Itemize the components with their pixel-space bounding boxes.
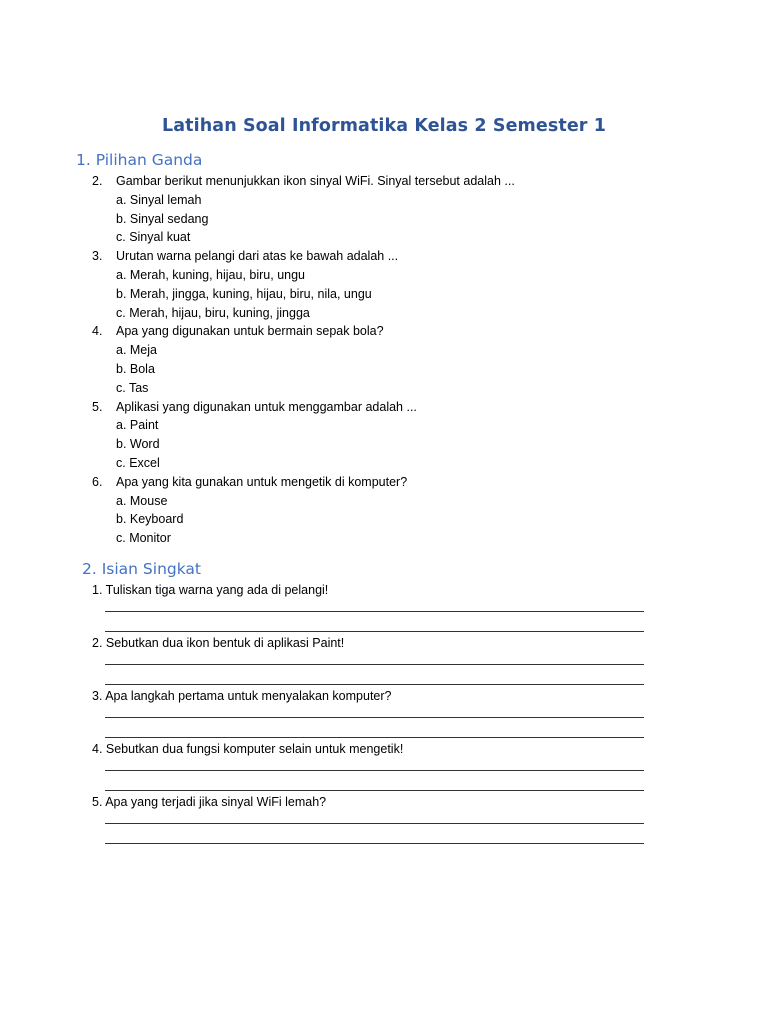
answer-line (105, 717, 644, 718)
answer-option (0, 510, 768, 529)
answer-option (0, 341, 768, 360)
question-row (0, 473, 768, 492)
answer-option (0, 228, 768, 247)
short-answer-item (0, 580, 768, 633)
answer-line (105, 790, 644, 791)
answer-option (0, 285, 768, 304)
answer-option (0, 210, 768, 229)
multiple-choice-list (0, 172, 768, 548)
option-text: b. Keyboard (116, 512, 184, 527)
answer-line (105, 664, 644, 665)
answer-option (0, 529, 768, 548)
question-text: Apa yang kita gunakan untuk mengetik di komputer? (116, 474, 408, 489)
page-title: Latihan Soal Informatika Kelas 2 Semester 1 (162, 116, 606, 136)
answer-option (0, 304, 768, 323)
question-text: Apa yang digunakan untuk bermain sepak bola? (116, 324, 384, 339)
option-text: c. Monitor (116, 531, 171, 546)
answer-option (0, 379, 768, 398)
answer-line (105, 631, 644, 632)
answer-option (0, 416, 768, 435)
question-text: Gambar berikut menunjukkan ikon sinyal WiFi. Sinyal tersebut adalah ... (116, 174, 515, 188)
answer-option (0, 435, 768, 454)
short-answer-item (0, 686, 768, 739)
answer-option (0, 360, 768, 379)
option-text: b. Word (116, 437, 160, 452)
answer-option (0, 492, 768, 511)
short-answer-item (0, 633, 768, 686)
short-answer-question: 3. Apa langkah pertama untuk menyalakan komputer? (92, 689, 392, 703)
short-answer-item (0, 792, 768, 845)
option-text: a. Paint (116, 418, 159, 433)
short-answer-question: 1. Tuliskan tiga warna yang ada di pelangi! (92, 583, 329, 597)
section-heading-isian-singkat: 2. Isian Singkat (82, 560, 202, 578)
option-text: a. Mouse (116, 493, 168, 508)
short-answer-question: 5. Apa yang terjadi jika sinyal WiFi lemah? (92, 795, 327, 809)
answer-line (105, 770, 644, 771)
option-text: c. Sinyal kuat (116, 230, 191, 245)
question-row (0, 398, 768, 417)
question-number: 5. (92, 399, 103, 414)
option-text: a. Merah, kuning, hijau, biru, ungu (116, 267, 306, 282)
answer-line (105, 823, 644, 824)
question-number: 3. (92, 249, 103, 264)
option-text: c. Merah, hijau, biru, kuning, jingga (116, 305, 310, 320)
question-row (0, 172, 768, 191)
answer-line (105, 843, 644, 844)
short-answer-list (0, 580, 768, 845)
answer-option (0, 266, 768, 285)
question-text: Aplikasi yang digunakan untuk menggambar adalah ... (116, 399, 417, 414)
option-text: a. Meja (116, 343, 157, 358)
answer-line (105, 737, 644, 738)
option-text: c. Tas (116, 380, 149, 395)
question-number: 6. (92, 474, 103, 489)
answer-option (0, 454, 768, 473)
question-text: Urutan warna pelangi dari atas ke bawah adalah ... (116, 249, 399, 264)
short-answer-question: 2. Sebutkan dua ikon bentuk di aplikasi Paint! (92, 636, 345, 650)
option-text: b. Bola (116, 361, 155, 376)
question-row (0, 322, 768, 341)
short-answer-item (0, 739, 768, 792)
question-number: 4. (92, 324, 103, 339)
option-text: a. Sinyal lemah (116, 192, 202, 207)
question-row (0, 247, 768, 266)
question-number: 2. (92, 174, 103, 188)
section-heading-pilihan-ganda: 1. Pilihan Ganda (76, 151, 203, 169)
option-text: b. Sinyal sedang (116, 211, 209, 226)
answer-option (0, 191, 768, 210)
short-answer-question: 4. Sebutkan dua fungsi komputer selain untuk mengetik! (92, 742, 404, 756)
option-text: b. Merah, jingga, kuning, hijau, biru, nila, ungu (116, 286, 372, 301)
answer-line (105, 611, 644, 612)
answer-line (105, 684, 644, 685)
option-text: c. Excel (116, 455, 160, 470)
